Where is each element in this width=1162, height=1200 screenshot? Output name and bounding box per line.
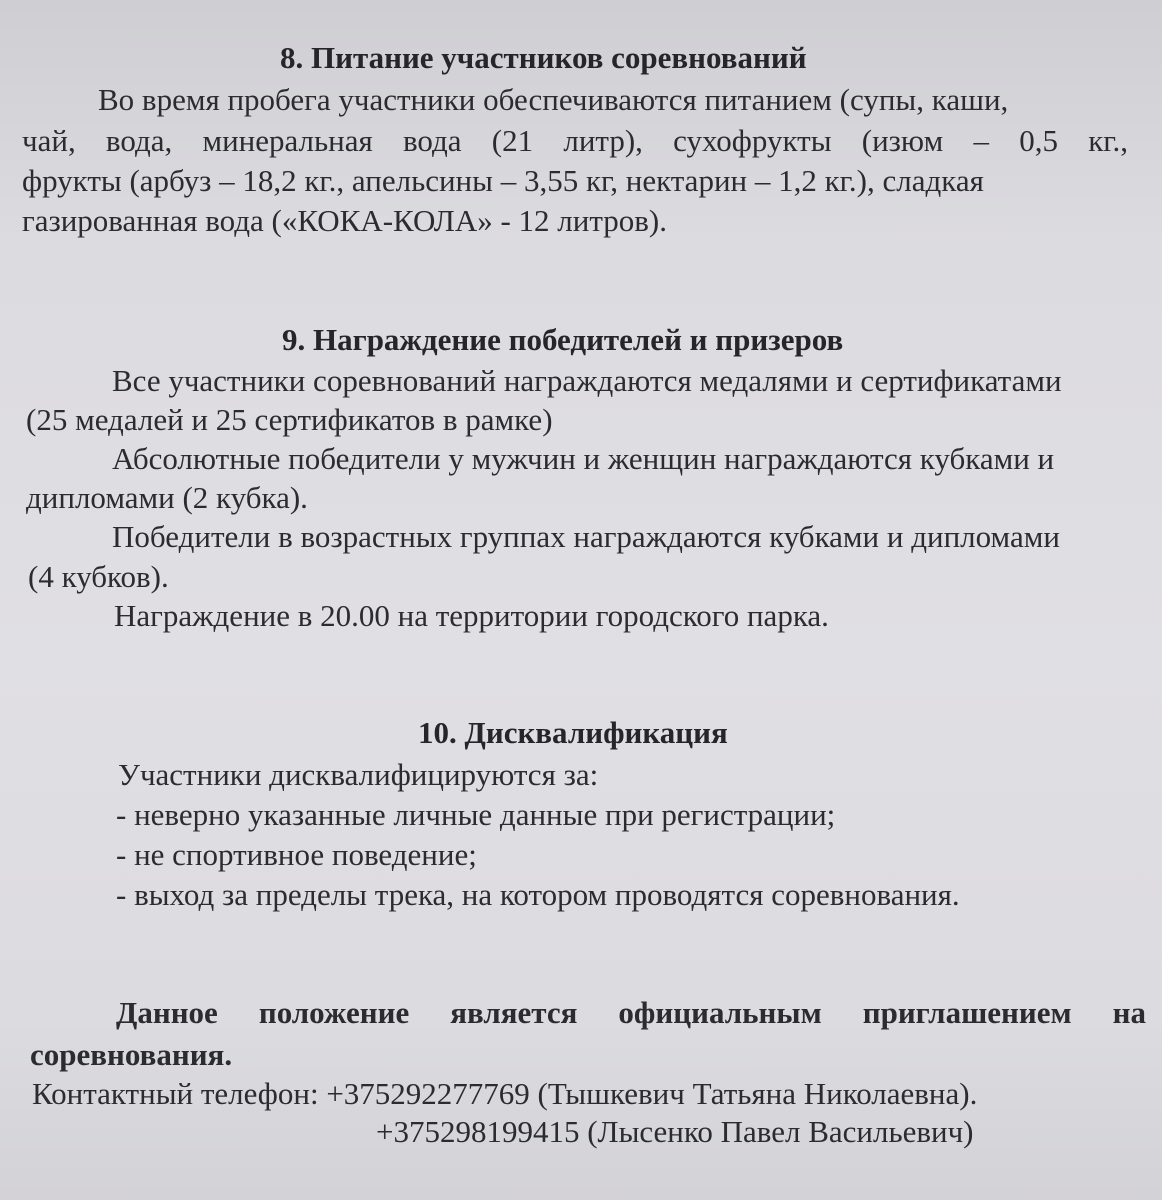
- contact-phone-2: +375298199415 (Лысенко Павел Васильевич): [376, 1114, 974, 1149]
- section-9-line-5: Победители в возрастных группах награждаются кубками и дипломами: [112, 519, 1060, 554]
- section-9-line-6: (4 кубков).: [28, 559, 169, 594]
- section-10-title: 10. Дисквалификация: [418, 715, 728, 750]
- section-8-line-1: Во время пробега участники обеспечиваются питанием (супы, каши,: [98, 82, 1009, 117]
- section-9-line-7: Награждение в 20.00 на территории городского парка.: [114, 598, 829, 633]
- contact-phone-1: +375292277769 (Тышкевич Татьяна Николаевна).: [326, 1076, 978, 1111]
- invitation-line-2: соревнования.: [30, 1037, 233, 1072]
- section-9-title: 9. Награждение победителей и призеров: [282, 322, 844, 357]
- contact-phone-row: [32, 1076, 977, 1112]
- section-8-title: 8. Питание участников соревнований: [280, 40, 807, 75]
- section-10-line-1: Участники дисквалифицируются за:: [118, 757, 599, 792]
- section-8-line-4: газированная вода («КОКА-КОЛА» - 12 литров).: [22, 203, 667, 238]
- contact-label: Контактный телефон:: [32, 1076, 319, 1111]
- section-8-line-2: чай, вода, минеральная вода (21 литр), сухофрукты (изюм – 0,5 кг.,: [22, 123, 1128, 158]
- section-9-line-4: дипломами (2 кубка).: [26, 480, 308, 515]
- section-9-line-1: Все участники соревнований награждаются медалями и сертификатами: [112, 363, 1062, 398]
- invitation-line-1: Данное положение является официальным приглашением на: [116, 995, 1146, 1030]
- section-8-line-3: фрукты (арбуз – 18,2 кг., апельсины – 3,55 кг, нектарин – 1,2 кг.), сладкая: [22, 163, 984, 198]
- section-9-line-3: Абсолютные победители у мужчин и женщин награждаются кубками и: [112, 441, 1055, 476]
- section-10-line-2: - неверно указанные личные данные при регистрации;: [116, 797, 836, 832]
- section-10-line-3: - не спортивное поведение;: [116, 837, 477, 872]
- section-10-line-4: - выход за пределы трека, на котором проводятся соревнования.: [116, 877, 960, 912]
- section-9-line-2: (25 медалей и 25 сертификатов в рамке): [26, 402, 553, 437]
